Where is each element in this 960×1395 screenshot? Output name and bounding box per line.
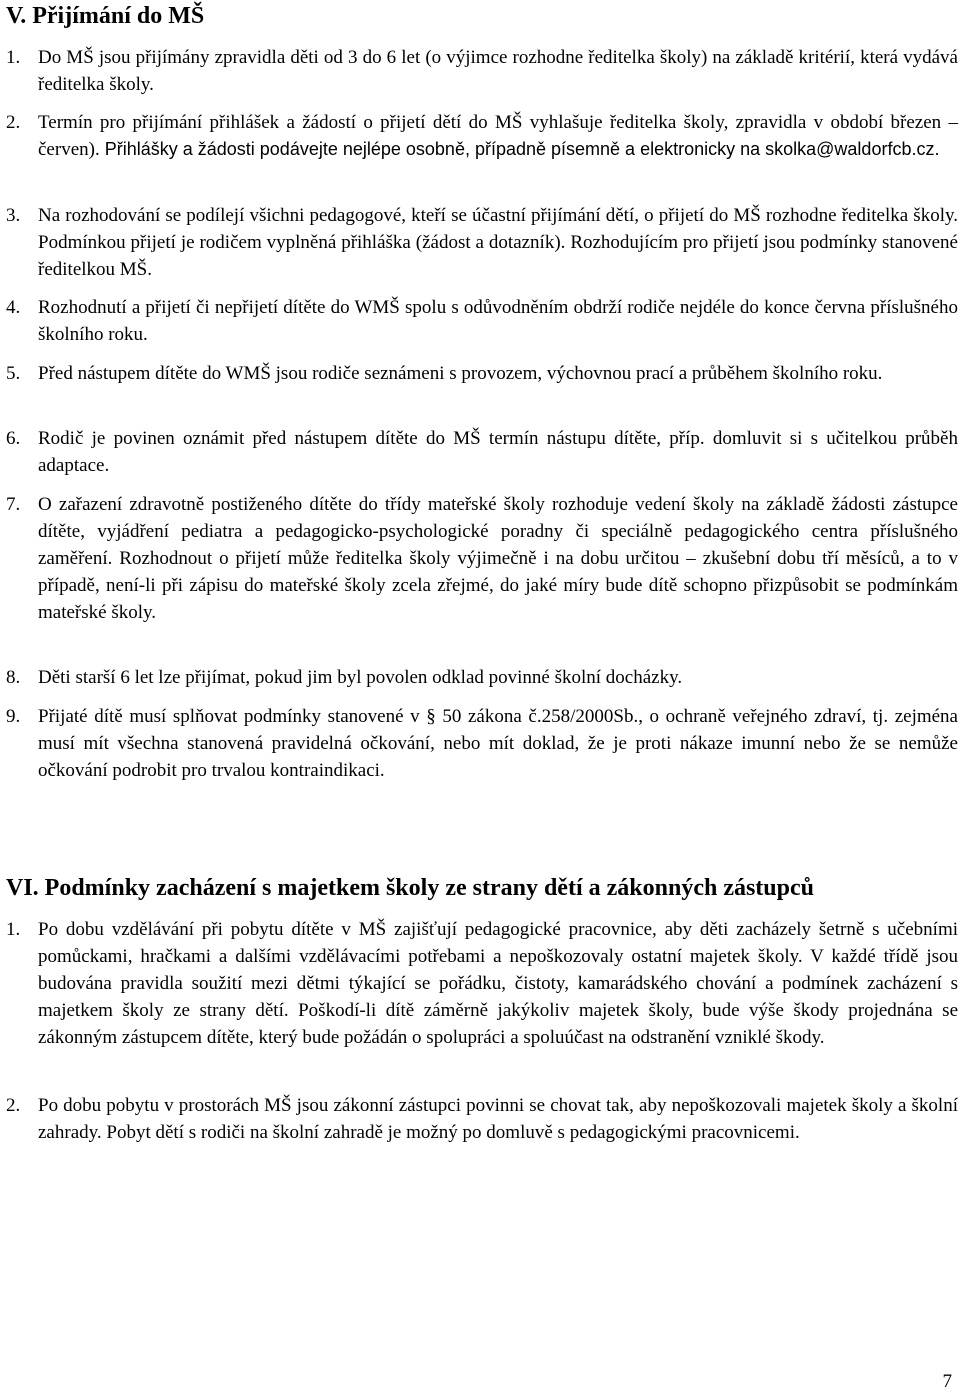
item-text: Do MŠ jsou přijímány zpravidla děti od 3 do 6 let (o výjimce rozhodne ředitelka školy) na základě kritérií, která vydává ředitelka školy.: [38, 47, 958, 95]
item-number: 1.: [6, 919, 21, 940]
item-number: 8.: [6, 667, 21, 688]
item-number: 9.: [6, 706, 21, 727]
section-vi-item-2: [6, 1092, 958, 1146]
item-number: 2.: [6, 1095, 21, 1116]
item-number: 1.: [6, 47, 21, 68]
section-v-item-7: [6, 491, 958, 626]
item-text: Rodič je povinen oznámit před nástupem dítěte do MŠ termín nástupu dítěte, příp. domluvit si s učitelkou průběh adaptace.: [38, 428, 958, 476]
item-text: Termín pro přijímání přihlášek a žádostí o přijetí dětí do MŠ vyhlašuje ředitelka školy, zpravidla v období březen – červen).: [38, 112, 958, 160]
section-v-item-3: [6, 202, 958, 283]
item-number: 4.: [6, 297, 21, 318]
section-v-item-8: [6, 664, 958, 691]
section-v-item-4: [6, 294, 958, 348]
item-number: 6.: [6, 428, 21, 449]
item-text: Před nástupem dítěte do WMŠ jsou rodiče seznámeni s provozem, výchovnou prací a průběhem školního roku.: [38, 363, 883, 384]
item-text: O zařazení zdravotně postiženého dítěte do třídy mateřské školy rozhoduje vedení školy na základě žádosti zástupce dítěte, vyjádření pediatra a pedagogicko-psychologické poradny či speciálně pedagogického centra příslušného zaměření. Rozhodnout o přijetí může ředitelka školy výjimečně i na dobu určitou – zkušební dobu tří měsíců, a to v případě, není-li při zápisu do mateřské školy zcela zřejmé, do jaké míry bude dítě schopno přizpůsobit se podmínkám mateřské školy.: [38, 494, 958, 623]
section-vi-item-1: [6, 916, 958, 1051]
item-text: Na rozhodování se podílejí všichni pedagogové, kteří se účastní přijímání dětí, o přijetí do MŠ rozhodne ředitelka školy. Podmínkou přijetí je rodičem vyplněná přihláška (žádost a dotazník). Rozhodujícím pro přijetí jsou podmínky stanovené ředitelkou MŠ.: [38, 205, 958, 280]
item-text-wrapper: [38, 109, 958, 163]
section-v-item-1: [6, 44, 958, 98]
section-v-title: V. Přijímání do MŠ: [6, 3, 205, 29]
item-text: Rozhodnutí a přijetí či nepřijetí dítěte do WMŠ spolu s odůvodněním obdrží rodiče nejdéle do konce června příslušného školního roku.: [38, 297, 958, 345]
section-vi-title: VI. Podmínky zacházení s majetkem školy ze strany dětí a zákonných zástupců: [6, 875, 814, 901]
item-text: Děti starší 6 let lze přijímat, pokud jim byl povolen odklad povinné školní docházky.: [38, 667, 683, 688]
item-number: 7.: [6, 494, 21, 515]
item-number: 5.: [6, 363, 21, 384]
item-number: 3.: [6, 205, 21, 226]
page-number: 7: [942, 1371, 952, 1392]
item-text: Po dobu vzdělávání při pobytu dítěte v MŠ zajišťují pedagogické pracovnice, aby děti zacházely šetrně s učebními pomůckami, hračkami a dalšími vzdělávacími potřebami a nepoškozovaly ostatní majetek školy. V každé třídě jsou budována pravidla soužití mezi dětmi týkající se pořádku, čistoty, kamarádského chování a podmínek zacházení s majetkem školy ze strany dětí. Poškodí-li dítě záměrně jakýkoliv majetek školy, bude výše škody projednána se zákonným zástupcem dítěte, který bude požádán o spolupráci a spoluúčast na odstranění vzniklé škody.: [38, 919, 958, 1048]
section-v-item-6: [6, 425, 958, 479]
section-v-item-2: [6, 109, 958, 163]
item-text-contact: Přihlášky a žádosti podávejte nejlépe osobně, případně písemně a elektronicky na skolka@waldorfcb.cz.: [99, 139, 940, 159]
section-v-item-5: [6, 360, 958, 387]
section-v-item-9: [6, 703, 958, 784]
item-text: Po dobu pobytu v prostorách MŠ jsou zákonní zástupci povinni se chovat tak, aby nepoškozovali majetek školy a školní zahrady. Pobyt dětí s rodiči na školní zahradě je možný po domluvě s pedagogickými pracovnicemi.: [38, 1095, 958, 1143]
item-number: 2.: [6, 112, 21, 133]
item-text: Přijaté dítě musí splňovat podmínky stanovené v § 50 zákona č.258/2000Sb., o ochraně veřejného zdraví, tj. zejména musí mít všechna stanovená pravidelná očkování, nebo mít doklad, že je proti nákaze imunní nebo že se nemůže očkování podrobit pro trvalou kontraindikaci.: [38, 706, 958, 781]
